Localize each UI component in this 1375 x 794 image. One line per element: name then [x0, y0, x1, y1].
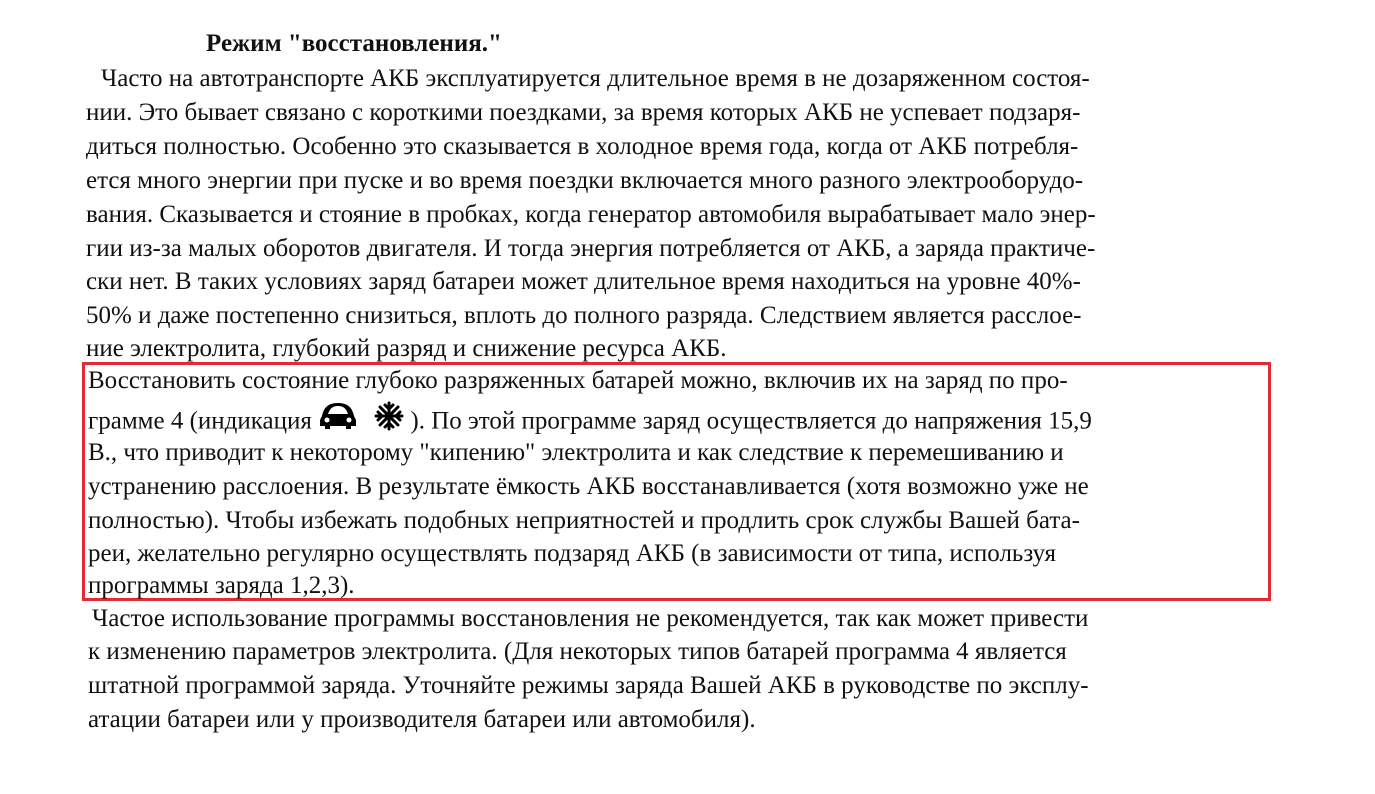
- paragraph-1-line: ски нет. В таких условиях заряд батареи может длительное время находиться на уровне 40%-: [86, 268, 1081, 295]
- highlight-line-with-icons: [88, 404, 1092, 442]
- paragraph-1-line: ние электролита, глубокий разряд и снижение ресурса АКБ.: [86, 335, 727, 362]
- paragraph-3-line: к изменению параметров электролита. (Для некоторых типов батарей программа 4 является: [88, 638, 1067, 665]
- paragraph-3-line: штатной программой заряда. Уточняйте режимы заряда Вашей АКБ в руководстве по эксплу-: [88, 672, 1089, 699]
- paragraph-1-line: 50% и даже постепенно снизиться, вплоть до полного разряда. Следствием является расслое-: [86, 302, 1082, 329]
- highlight-line: полностью). Чтобы избежать подобных неприятностей и продлить срок службы Вашей бата-: [88, 507, 1080, 534]
- highlight-line-end: ). По этой программе заряд осуществляется до напряжения 15,9: [404, 407, 1092, 435]
- snowflake-icon: [374, 401, 404, 439]
- paragraph-1-line: гии из-за малых оборотов двигателя. И тогда энергия потребляется от АКБ, а заряда практиче-: [86, 235, 1096, 262]
- paragraph-1-line: Часто на автотранспорте АКБ эксплуатируется длительное время в не дозаряженном состоя-: [101, 65, 1090, 92]
- highlight-line: реи, желательно регулярно осуществлять подзаряд АКБ (в зависимости от типа, используя: [88, 540, 1057, 567]
- highlight-line: программы заряда 1,2,3).: [88, 572, 355, 599]
- paragraph-3-line: Частое использование программы восстановления не рекомендуется, так как может привести: [92, 605, 1089, 632]
- paragraph-1-line: диться полностью. Особенно это сказывается в холодное время года, когда от АКБ потребля-: [86, 133, 1079, 160]
- paragraph-1-line: ется много энергии при пуске и во время поездки включается много разного электрооборудо-: [86, 167, 1084, 194]
- paragraph-1-line: нии. Это бывает связано с короткими поездками, за время которых АКБ не успевает подзаря-: [86, 99, 1081, 126]
- paragraph-3-line: атации батареи или у производителя батареи или автомобиля).: [88, 706, 756, 733]
- section-title: Режим "восстановления.": [206, 30, 502, 57]
- highlight-line: устранению расслоения. В результате ёмкость АКБ восстанавливается (хотя возможно уже не: [88, 473, 1089, 500]
- paragraph-1-line: вания. Сказывается и стояние в пробках, когда генератор автомобиля вырабатывает мало энер-: [86, 201, 1096, 228]
- highlight-line: Восстановить состояние глубоко разряженных батарей можно, включив их на заряд по про-: [88, 367, 1068, 394]
- highlight-line: В., что приводит к некоторому "кипению" электролита и как следствие к перемешиванию и: [88, 439, 1064, 466]
- highlight-line-start: грамме 4 (индикация: [88, 407, 319, 435]
- car-icon: [318, 401, 358, 439]
